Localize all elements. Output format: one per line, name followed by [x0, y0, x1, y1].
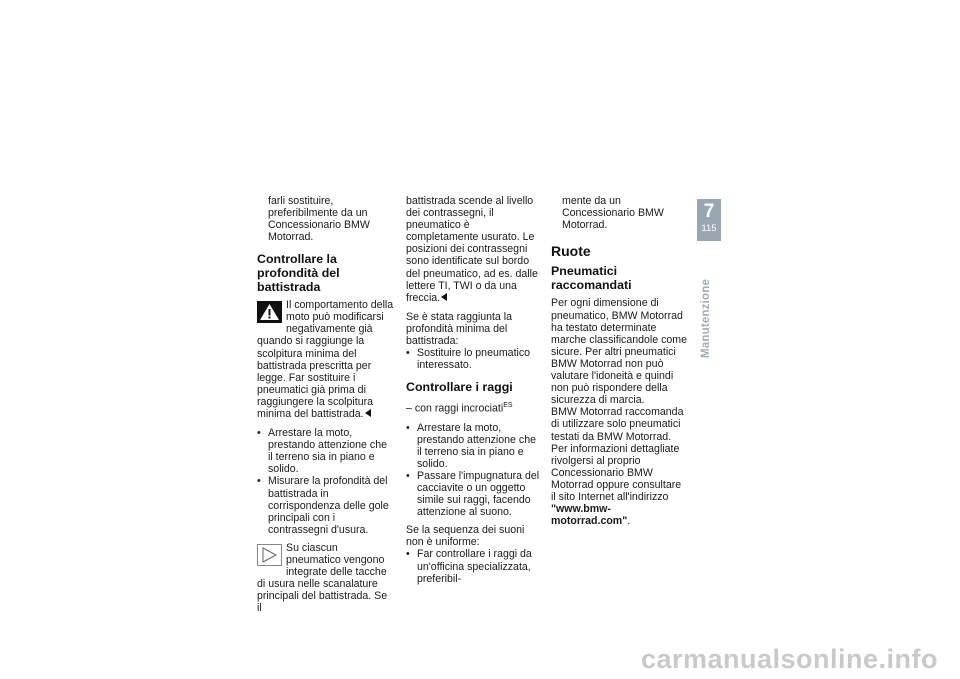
continued-text: farli sostituire, preferibilmente da un Concessionario BMW Motorrad. [268, 195, 370, 244]
list-item: • Arrestare la moto, prestando attenzione che il terreno sia in piano e solido. [406, 422, 543, 470]
chapter-tab [697, 199, 721, 241]
spokes-condition-sup: ES [503, 401, 513, 409]
spokes-condition [406, 400, 543, 415]
url-tail: . [627, 515, 631, 528]
warning-block [257, 299, 394, 420]
list-item: • Arrestare la moto, prestando attenzione che il terreno sia in piano e solido. [257, 427, 394, 475]
check-list [406, 548, 543, 584]
spokes-condition-text: con raggi incrociati [414, 402, 504, 415]
heading-tread-depth: Controllare la profondità del battistrada [257, 252, 340, 294]
chapter-number: 7 [703, 201, 715, 222]
heading-spokes: Controllare i raggi [406, 380, 513, 395]
list-item: • Far controllare i raggi da un'officina specializzata, preferibil- [406, 548, 543, 584]
note-triangle-icon [257, 544, 282, 566]
list-item: • Misurare la profondità del battistrada in corrispondenza delle gole principali con i contrassegni d'usura. [257, 475, 394, 535]
replace-list [406, 347, 543, 371]
warning-text: Il comportamento della moto può modificarsi negativamente già quando si raggiunge la scolpitura minima del battistrada prescritta per legge. Far sostituire i pneumatici già prima di raggiungere la scolpitura minima del battistrada. [257, 299, 394, 420]
page-number: 115 [701, 223, 717, 234]
end-mark-icon [365, 409, 371, 417]
spokes-steps-list [406, 422, 543, 519]
heading-recommended-tyres: Pneumatici raccomandati [551, 264, 632, 292]
recommended-para-3 [551, 443, 688, 528]
reached-text: Se è stata raggiunta la profondità minima del battistrada: [406, 310, 513, 348]
recommended-para-2: BMW Motorrad raccomanda di utilizzare solo pneumatici testati da BMW Motorrad. [551, 406, 684, 443]
list-item: • Passare l'impugnatura del cacciavite o un oggetto simile sui raggi, facendo attenzione al suono. [406, 470, 543, 518]
note-block [257, 542, 394, 615]
tread-marks-text: battistrada scende al livello dei contrassegni, il pneumatico è completamente usurato. Le posizioni dei contrassegni sono identificate sul bordo del pneumatico, ad es. dalle lettere TI, TWI o da una freccia. [406, 195, 538, 304]
end-mark-icon [441, 293, 447, 301]
recommended-para-1: Per ogni dimensione di pneumatico, BMW Motorrad ha testato determinate marche classificandole come sicure. Per altri pneumatici BMW Motorrad non può valutare l'idoneità e quindi non può rispondere della sicurezza di marcia. [551, 297, 688, 407]
list-item: • Sostituire lo pneumatico interessato. [406, 347, 543, 371]
column-2 [406, 195, 543, 591]
watermark: carmanualsonline.info [640, 644, 938, 674]
column-3 [551, 195, 688, 527]
note-text: Su ciascun pneumatico vengono integrate delle tacche di usura nelle scanalature principali del battistrada. Se il [257, 541, 388, 615]
warning-triangle-icon [257, 301, 282, 323]
heading-wheels: Ruote [551, 243, 591, 260]
chapter-title: Manutenzione [700, 278, 712, 358]
dash-icon: – [406, 402, 412, 415]
website-link[interactable]: "www.bmw-motorrad.com" [551, 503, 628, 528]
continued-text: mente da un Concessionario BMW Motorrad. [562, 195, 664, 232]
sound-text: Se la sequenza dei suoni non è uniforme: [406, 524, 525, 549]
column-1 [257, 195, 394, 622]
continued-text [406, 195, 543, 304]
tread-steps-list [257, 427, 394, 536]
info-text: Per informazioni dettagliate rivolgersi al proprio Concessionario BMW Motorrad oppure consultare il sito Internet all'indirizzo [551, 442, 682, 503]
